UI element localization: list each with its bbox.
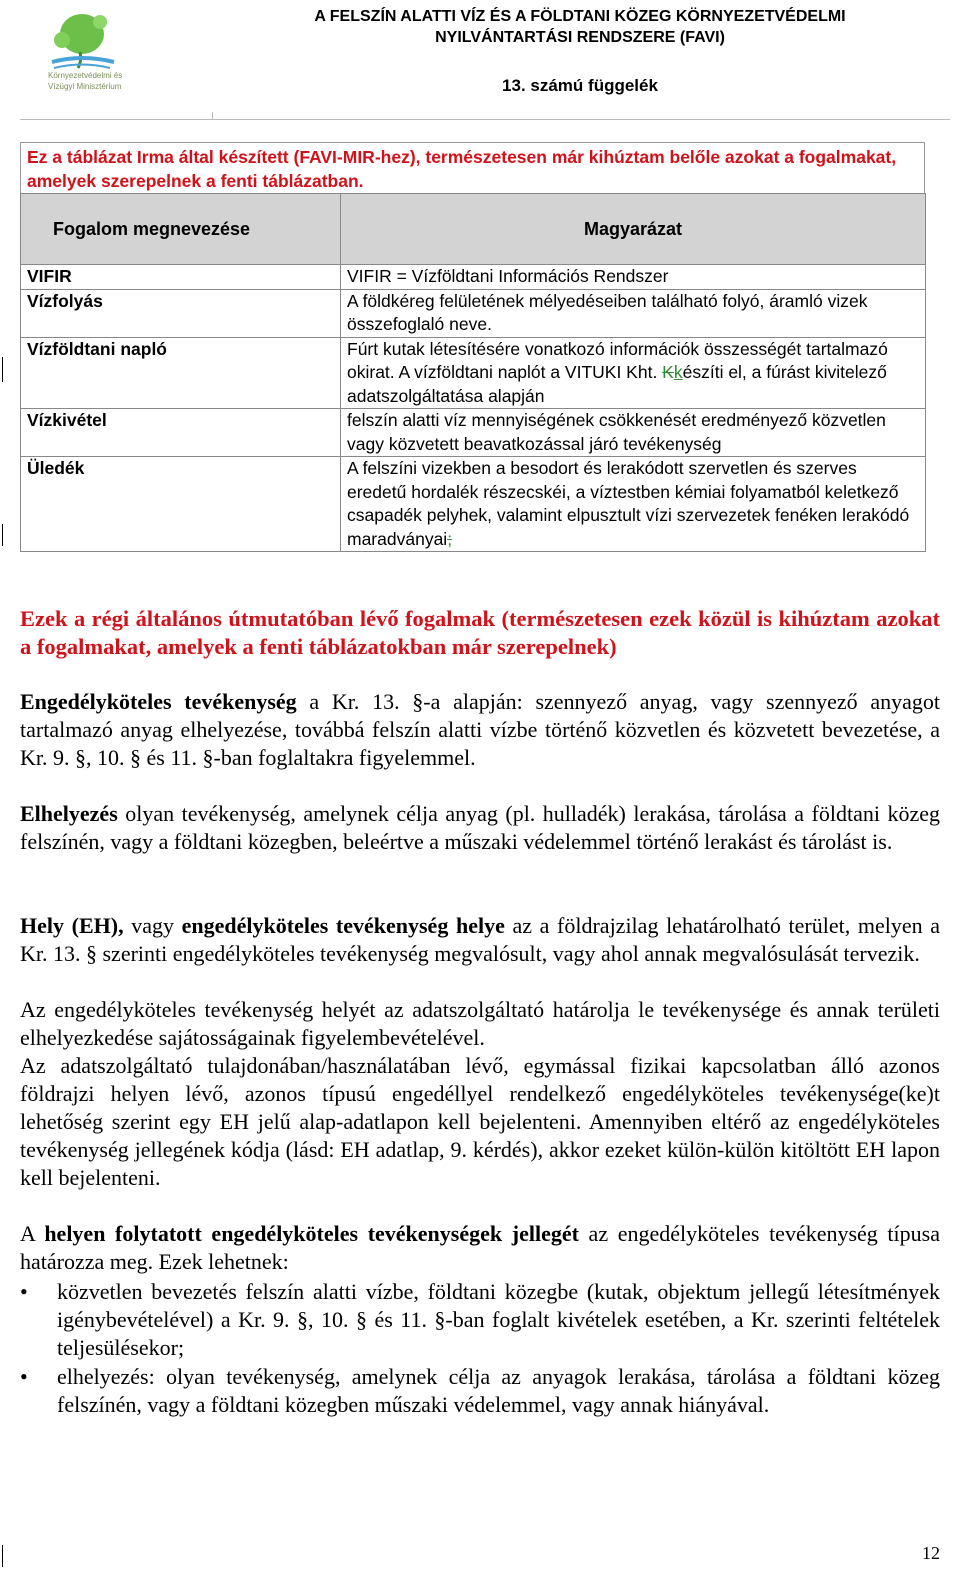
definition-text: A felszíni vizekben a besodort és lerakódott szervetlen és szerves eredetű hordalék részecskéi, a víztestben kémiai folyamatból keletkező csapadék pelyhek, valamint elpusztult vízi szervezetek fenéken lerakódó maradványai — [347, 458, 910, 549]
term-cell: Vízfolyás — [21, 289, 341, 337]
term-cell: Vízföldtani napló — [21, 337, 341, 409]
change-bar — [2, 524, 3, 546]
tracked-deletion: K — [662, 362, 674, 382]
term-bold: engedélyköteles tevékenység helye — [181, 913, 505, 938]
column-header-term: Fogalom megnevezése — [21, 194, 341, 265]
document-title — [220, 6, 940, 48]
definition-text: észíti el, a fúrást kivitelező adatszolgáltatása alapján — [347, 362, 887, 406]
term-bold: Hely (EH), — [20, 913, 124, 938]
logo-caption: Környezetvédelmi és Vízügyi Minisztérium — [48, 71, 123, 91]
table-row — [21, 265, 926, 290]
tracked-insertion: k — [673, 362, 683, 382]
table-row — [21, 409, 926, 457]
definition-cell — [341, 457, 926, 552]
paragraph-text: a Kr. 13. §-a alapján: szennyező anyag, vagy szennyező anyagot tartalmazó anyag elhelyezése, továbbá felszín alatti vízbe történő közvetlen és közvetett bevezetése, a Kr. 9. §, 10. § és 11. §-ban foglaltakra figyelemmel. — [20, 689, 940, 770]
term-bold: Elhelyezés — [20, 801, 118, 826]
table-row — [21, 337, 926, 409]
list-item-text: közvetlen bevezetés felszín alatti vízbe, földtani közegbe (kutak, objektum jellegű létesítmények igénybevételével) a Kr. 9. §, 10. § és 11. §-ban foglalt kivételek esetében, a Kr. szerinti feltételek teljesülésekor; — [57, 1279, 940, 1360]
paragraph-text: A — [20, 1221, 45, 1246]
title-line-1: A FELSZÍN ALATTI VÍZ ÉS A FÖLDTANI KÖZEG KÖRNYEZETVÉDELMI — [314, 8, 846, 25]
definition-cell: VIFIR = Vízföldtani Információs Rendszer — [341, 265, 926, 290]
paragraph-text: az a földrajzilag lehatárolható terület, melyen a Kr. 13. § szerinti engedélyköteles tevékenység megvalósult, vagy ahol annak megvalósulását tervezik. — [20, 913, 941, 966]
header-divider-tick — [212, 112, 213, 120]
paragraph-elhelyezes — [20, 800, 940, 856]
change-bar — [2, 357, 3, 382]
bullet-icon: • — [20, 1279, 28, 1304]
paragraph-hely — [20, 912, 940, 968]
paragraph-text: olyan tevékenység, amelynek célja anyag (pl. hulladék) lerakása, tárolása a földtani közeg felszínén, vagy a földtani közegben, beleértve a műszaki védelemmel történő lerakást és tárolást is. — [20, 801, 940, 854]
table-header-row — [21, 194, 926, 265]
change-bar — [2, 1545, 3, 1567]
term-cell: Üledék — [21, 457, 341, 552]
definition-cell — [341, 337, 926, 409]
list-item — [20, 1363, 940, 1419]
list-item-text: elhelyezés: olyan tevékenység, amelynek célja az anyagok lerakása, tárolása a földtani közeg felszínén, vagy a földtani közegben műszaki védelemmel, vagy annak hiányával. — [57, 1364, 940, 1417]
title-line-2: NYILVÁNTARTÁSI RENDSZERE (FAVI) — [435, 29, 725, 46]
editor-note: Ez a táblázat Irma által készített (FAVI-MIR-hez), természetesen már kihúztam belőle azokat a fogalmakat, amelyek szerepelnek a fenti táblázatban. — [20, 142, 925, 196]
bullet-icon: • — [20, 1364, 28, 1389]
term-cell: VIFIR — [21, 265, 341, 290]
paragraph-text: az engedélyköteles tevékenység típusa határozza meg. Ezek lehetnek: — [20, 1221, 940, 1274]
definitions-table — [20, 193, 926, 552]
section-heading: Ezek a régi általános útmutatóban lévő fogalmak (természetesen ezek közül is kihúztam azokat a fogalmakat, amelyek a fenti táblázatokban már szerepelnek) — [20, 606, 940, 659]
page-number: 12 — [922, 1543, 940, 1563]
definition-cell: felszín alatti víz mennyiségének csökkenését eredményező közvetlen vagy közvetett beavatkozással járó tevékenység — [341, 409, 926, 457]
list-item — [20, 1278, 940, 1362]
paragraph-jelleg — [20, 1220, 940, 1276]
term-cell: Vízkivétel — [21, 409, 341, 457]
paragraph-hely-lehatarolas: Az engedélyköteles tevékenység helyét az adatszolgáltató határolja le tevékenysége és annak területi elhelyezkedése sajátosságainak figyelembevételével. — [20, 997, 940, 1050]
definition-cell: A földkéreg felületének mélyedéseiben található folyó, áramló vizek összefoglaló neve. — [341, 289, 926, 337]
term-bold: helyen folytatott engedélyköteles tevékenységek jellegét — [44, 1221, 579, 1246]
term-bold: Engedélyköteles tevékenység — [20, 689, 297, 714]
table-row — [21, 457, 926, 552]
table-row — [21, 289, 926, 337]
activity-type-list — [20, 1278, 940, 1420]
paragraph-adatszolgaltato: Az adatszolgáltató tulajdonában/használatában lévő, egymással fizikai kapcsolatban álló azonos földrajzi helyen lévő, azonos típusú engedéllyel rendelkező engedélyköteles tevékenysége(ke)t lehetőség szerint egy EH jelű alap-adatlapon kell bejelenteni. Amennyiben eltérő az engedélyköteles tevékenység jellegének kódja (lásd: EH adatlap, 9. kérdés), akkor ezeket külön-külön kitöltött EH lapon kell bejelenteni. — [20, 1053, 940, 1190]
tracked-deletion: ; — [447, 528, 453, 549]
definition-text: Fúrt kutak létesítésére vonatkozó információk összességét tartalmazó okirat. A vízföldtani naplót a VITUKI Kht. — [347, 338, 888, 382]
paragraph-text: vagy — [123, 913, 182, 938]
paragraph-engedelykoteles — [20, 688, 940, 772]
header-divider — [20, 119, 950, 120]
column-header-explanation: Magyarázat — [341, 194, 926, 265]
appendix-label: 13. számú függelék — [502, 76, 658, 95]
